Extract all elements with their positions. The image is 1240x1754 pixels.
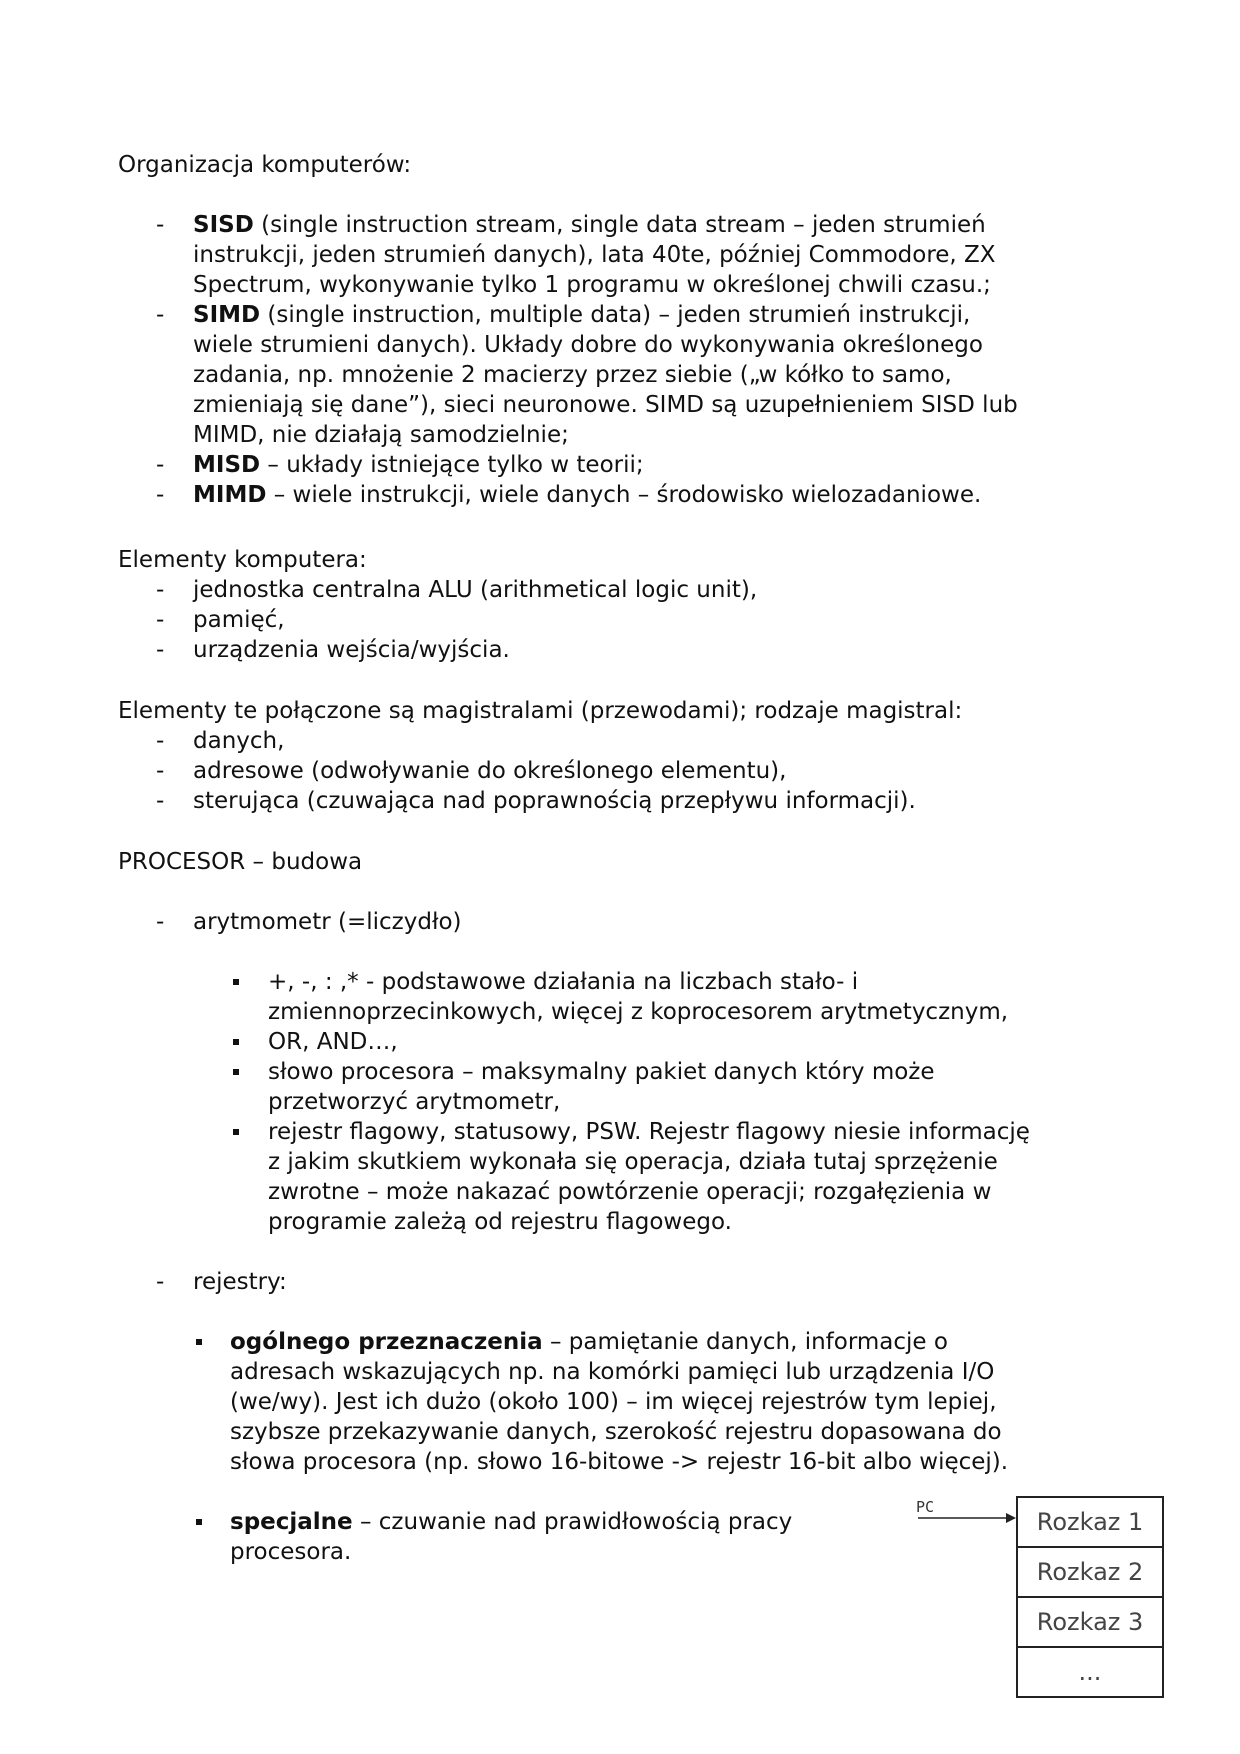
list-item: - sterująca (czuwająca nad poprawnością przepływu informacji). <box>156 788 916 814</box>
program-counter-diagram <box>916 1490 1166 1700</box>
list-item-simd: - SIMD (single instruction, multiple data) – jeden strumień instrukcji, wiele strumieni danych). Układy dobre do wykonywania określonego zadania, np. mnożenie 2 macierzy przez siebie („w kółko to samo, zmieniają się dane”), sieci neuronowe. SIMD są uzupełnieniem SISD lub MIMD, nie działają samodzielnie; <box>156 302 1018 448</box>
term-simd: SIMD <box>193 302 261 328</box>
instruction-table <box>1016 1496 1164 1698</box>
arrow-right-icon <box>916 1508 1018 1528</box>
instruction-cell: ... <box>1017 1647 1163 1697</box>
dash-bullet: - <box>156 212 165 238</box>
section-elementy-komputera <box>118 545 1128 665</box>
dash-bullet: - <box>156 452 165 478</box>
list-item-sisd: - SISD (single instruction stream, single data stream – jeden strumień instrukcji, jeden strumień danych), lata 40te, później Commodore, ZX Spectrum, wykonywanie tylko 1 programu w określonej chwili czasu.; <box>156 212 996 298</box>
heading-magistrale: Elementy te połączone są magistralami (przewodami); rodzaje magistral: <box>118 698 963 724</box>
list-item: - danych, <box>156 728 285 754</box>
term-sisd: SISD <box>193 212 254 238</box>
section-procesor <box>118 847 1128 1567</box>
instruction-cell: Rozkaz 3 <box>1017 1597 1163 1647</box>
sub-item-specjalne: specjalne – czuwanie nad prawidłowością pracy procesora. <box>118 1507 1128 1567</box>
square-bullet <box>196 1519 202 1525</box>
list-item-misd: - MISD – układy istniejące tylko w teorii; <box>156 452 644 478</box>
dash-bullet: - <box>156 482 165 508</box>
list-item: - pamięć, <box>156 607 285 633</box>
section-magistrale <box>118 696 1128 816</box>
list-item-rejestry: - rejestry: <box>156 1269 287 1295</box>
list-item: - urządzenia wejścia/wyjścia. <box>156 637 510 663</box>
sub-item: słowo procesora – maksymalny pakiet danych który może przetworzyć arytmometr, <box>118 1057 1128 1117</box>
heading-procesor: PROCESOR – budowa <box>118 849 363 875</box>
section-organizacja <box>118 150 1128 510</box>
dash-bullet: - <box>156 302 165 328</box>
sub-item: OR, AND…, <box>118 1027 1128 1057</box>
term-mimd: MIMD <box>193 482 267 508</box>
list-item-arytmometr: - arytmometr (=liczydło) <box>156 909 462 935</box>
sub-item: +, -, : ,* - podstawowe działania na liczbach stało- i zmiennoprzecinkowych, więcej z koprocesorem arytmetycznym, <box>118 967 1128 1027</box>
square-bullet <box>233 979 239 985</box>
square-bullet <box>233 1039 239 1045</box>
heading-elementy-komputera: Elementy komputera: <box>118 547 367 573</box>
list-item-mimd: - MIMD – wiele instrukcji, wiele danych – środowisko wielozadaniowe. <box>156 482 982 508</box>
sub-item: rejestr flagowy, statusowy, PSW. Rejestr flagowy niesie informację z jakim skutkiem wykonała się operacja, działa tutaj sprzężenie zwrotne – może nakazać powtórzenie operacji; rozgałęzienia w programie zależą od rejestru flagowego. <box>118 1117 1128 1237</box>
square-bullet <box>233 1129 239 1135</box>
term-specjalne: specjalne <box>230 1509 353 1535</box>
square-bullet <box>233 1069 239 1075</box>
term-misd: MISD <box>193 452 261 478</box>
instruction-cell: Rozkaz 2 <box>1017 1547 1163 1597</box>
pc-label: PC <box>916 1498 935 1516</box>
heading-organizacja: Organizacja komputerów: <box>118 152 412 178</box>
list-item: - adresowe (odwoływanie do określonego elementu), <box>156 758 787 784</box>
term-ogolnego: ogólnego przeznaczenia <box>230 1329 543 1355</box>
sub-item-ogolnego: ogólnego przeznaczenia – pamiętanie danych, informacje o adresach wskazujących np. na komórki pamięci lub urządzenia I/O (we/wy). Jest ich dużo (około 100) – im więcej rejestrów tym lepiej, szybsze przekazywanie danych, szerokość rejestru dopasowana do słowa procesora (np. słowo 16-bitowe -> rejestr 16-bit albo więcej). <box>118 1327 1128 1477</box>
list-item: - jednostka centralna ALU (arithmetical logic unit), <box>156 577 758 603</box>
instruction-cell: Rozkaz 1 <box>1017 1497 1163 1547</box>
square-bullet <box>196 1339 202 1345</box>
